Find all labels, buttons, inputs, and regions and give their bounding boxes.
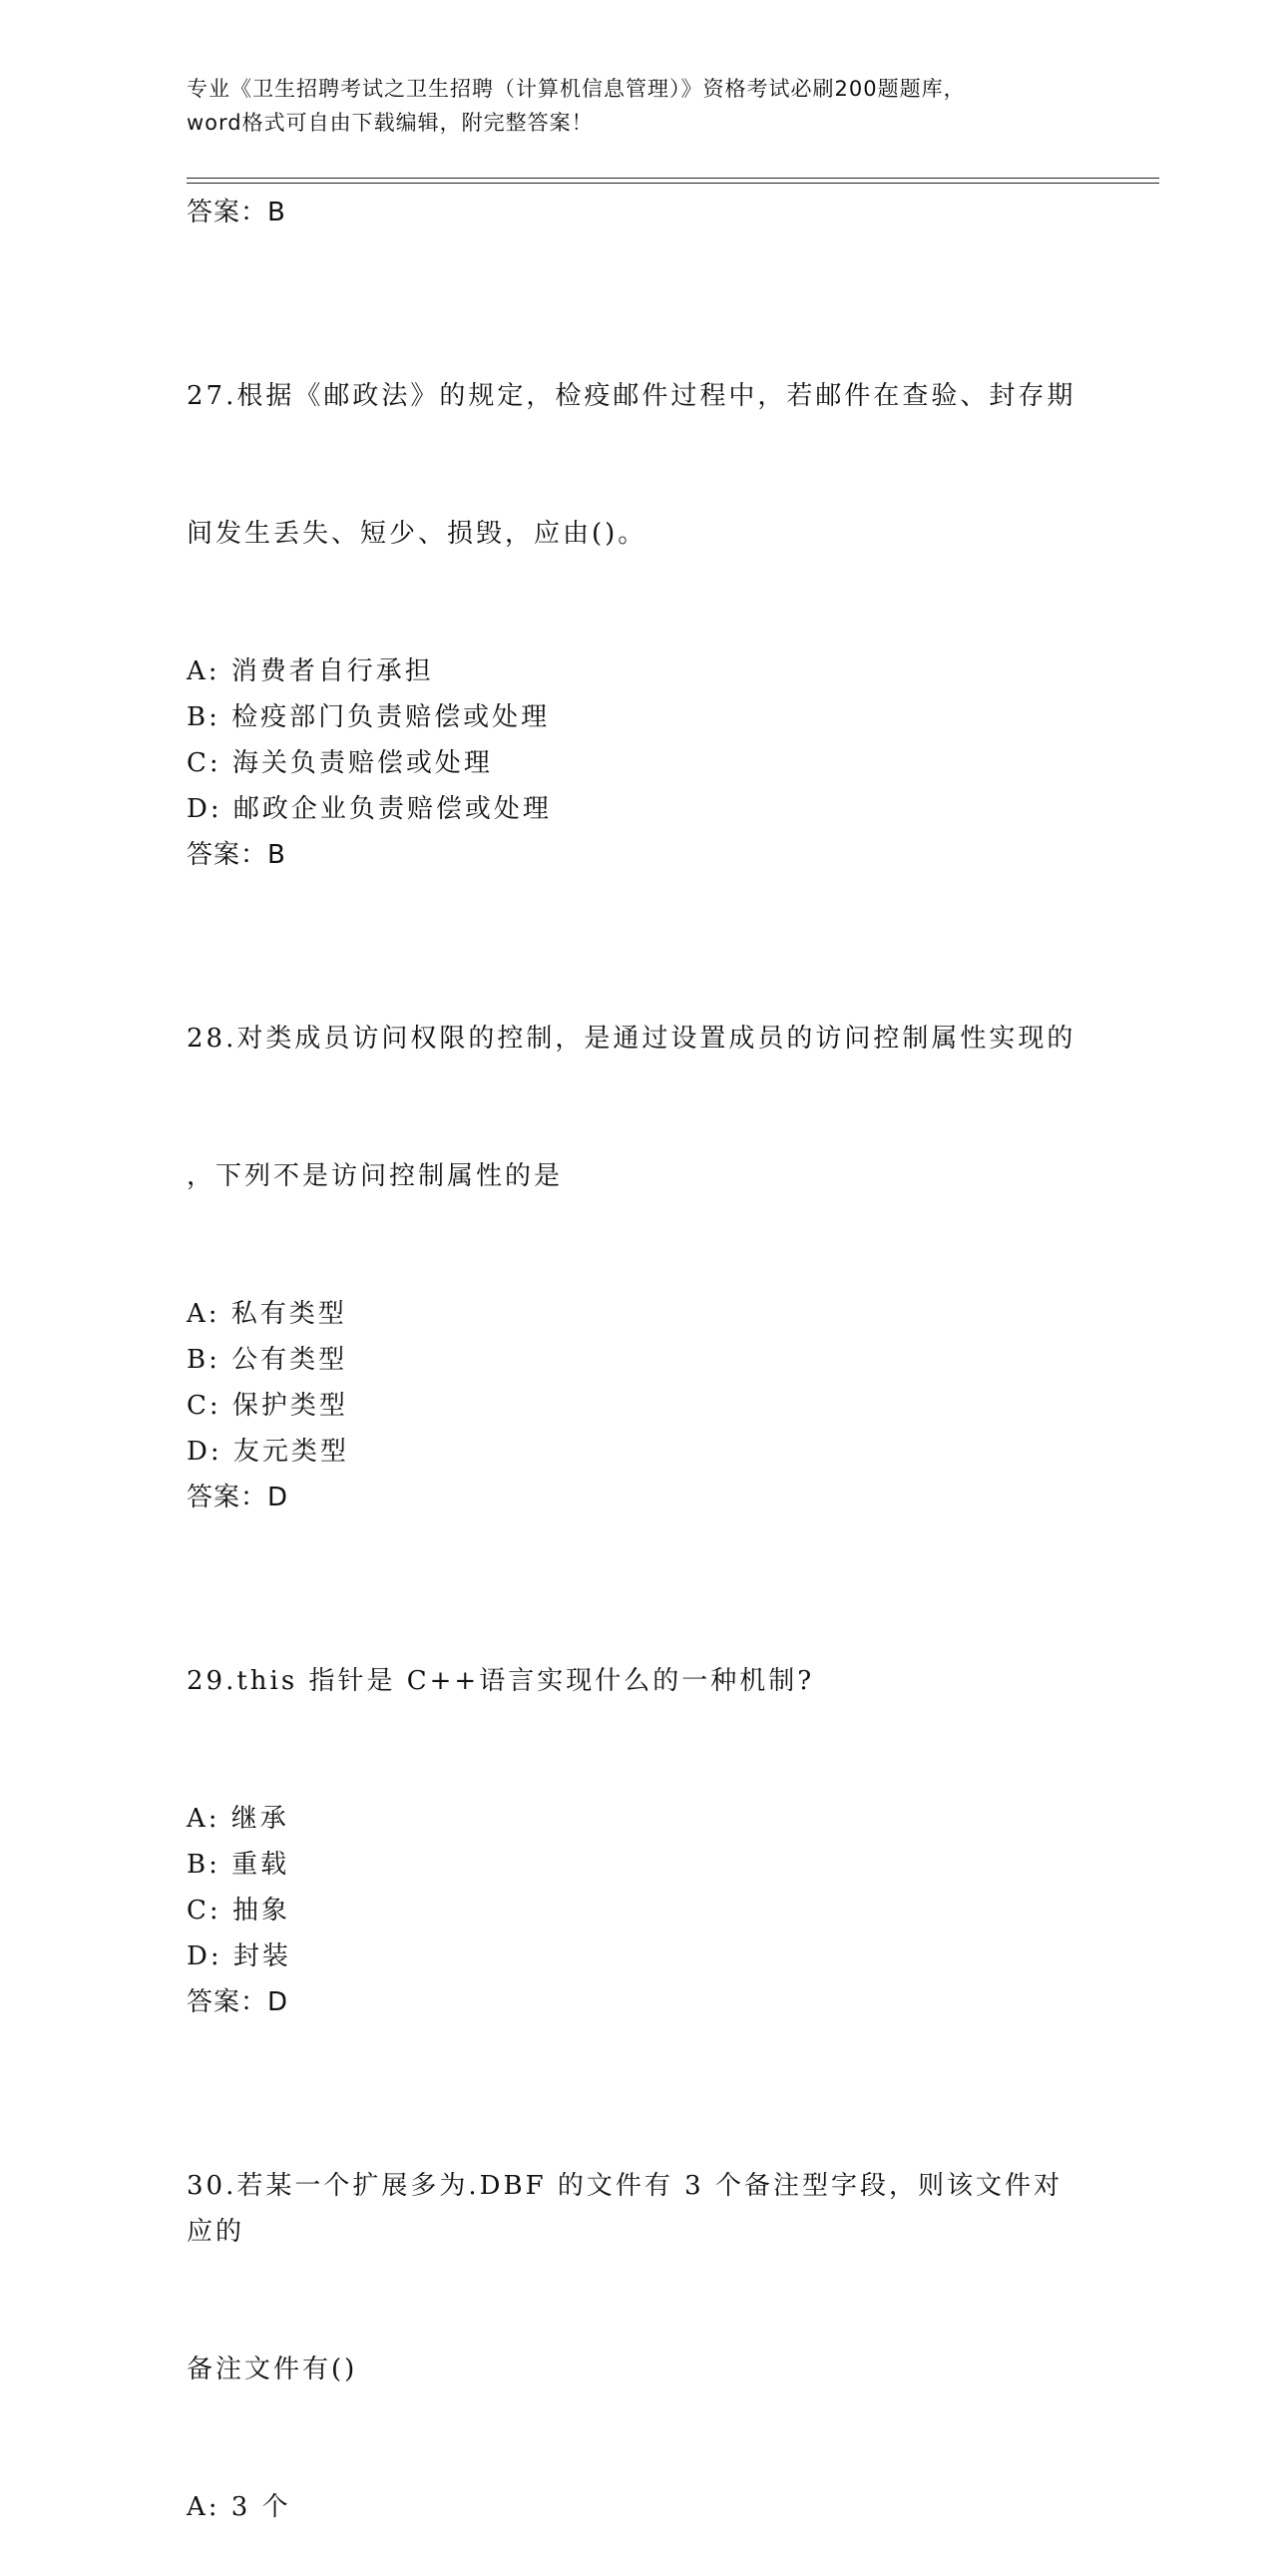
question-stem-line: 间发生丢失、短少、损毁，应由()。 <box>187 519 647 549</box>
header-divider-top <box>187 178 1159 179</box>
option-c: C: 海关负责赔偿或处理 <box>187 748 493 778</box>
question-item <box>187 281 1084 878</box>
answer-label: 答案：B <box>187 840 286 870</box>
option-d: D: 封装 <box>187 1941 291 1971</box>
option-c: C: 抽象 <box>187 1896 290 1926</box>
header-divider-bottom <box>187 183 1159 184</box>
question-stem-line: 30.若某一个扩展多为.DBF 的文件有 3 个备注型字段，则该文件对应的 <box>187 2171 1062 2247</box>
option-b: B: 公有类型 <box>187 1345 348 1375</box>
option-a: A: 私有类型 <box>187 1299 347 1329</box>
question-stem <box>187 281 1084 648</box>
option-a: A: 消费者自行承担 <box>187 656 434 686</box>
option-b: B: 检疫部门负责赔偿或处理 <box>187 702 551 732</box>
question-item <box>187 924 1084 1520</box>
answer-label: 答案：B <box>187 198 286 227</box>
question-item <box>187 2071 1084 2530</box>
option-c: C: 保护类型 <box>187 1391 348 1421</box>
answer-label: 答案：D <box>187 1483 289 1512</box>
question-stem-line: 27.根据《邮政法》的规定，检疫邮件过程中，若邮件在查验、封存期 <box>187 381 1076 411</box>
header-line-1: 专业《卫生招聘考试之卫生招聘（计算机信息管理）》资格考试必刷200题题库， <box>187 77 966 101</box>
header-line-2: word格式可自由下载编辑，附完整答案！ <box>187 111 594 135</box>
question-stem-line: 28.对类成员访问权限的控制，是通过设置成员的访问控制属性实现的 <box>187 1024 1076 1054</box>
question-stem <box>187 1566 1084 1796</box>
option-d: D: 友元类型 <box>187 1437 349 1467</box>
answer-label: 答案：D <box>187 1987 289 2017</box>
question-item <box>187 1566 1084 2025</box>
question-stem <box>187 2071 1084 2484</box>
document-header <box>187 72 1084 140</box>
option-d: D: 邮政企业负责赔偿或处理 <box>187 794 552 824</box>
option-a: A: 3 个 <box>187 2492 291 2522</box>
question-list <box>187 190 1084 2576</box>
question-stem-line: 备注文件有() <box>187 2355 358 2384</box>
option-b: B: 重载 <box>187 1850 290 1880</box>
question-stem-line: ，下列不是访问控制属性的是 <box>187 1161 564 1191</box>
option-a: A: 继承 <box>187 1804 289 1834</box>
question-stem <box>187 924 1084 1291</box>
question-stem-line: 29.this 指针是 C++语言实现什么的一种机制? <box>187 1666 815 1696</box>
